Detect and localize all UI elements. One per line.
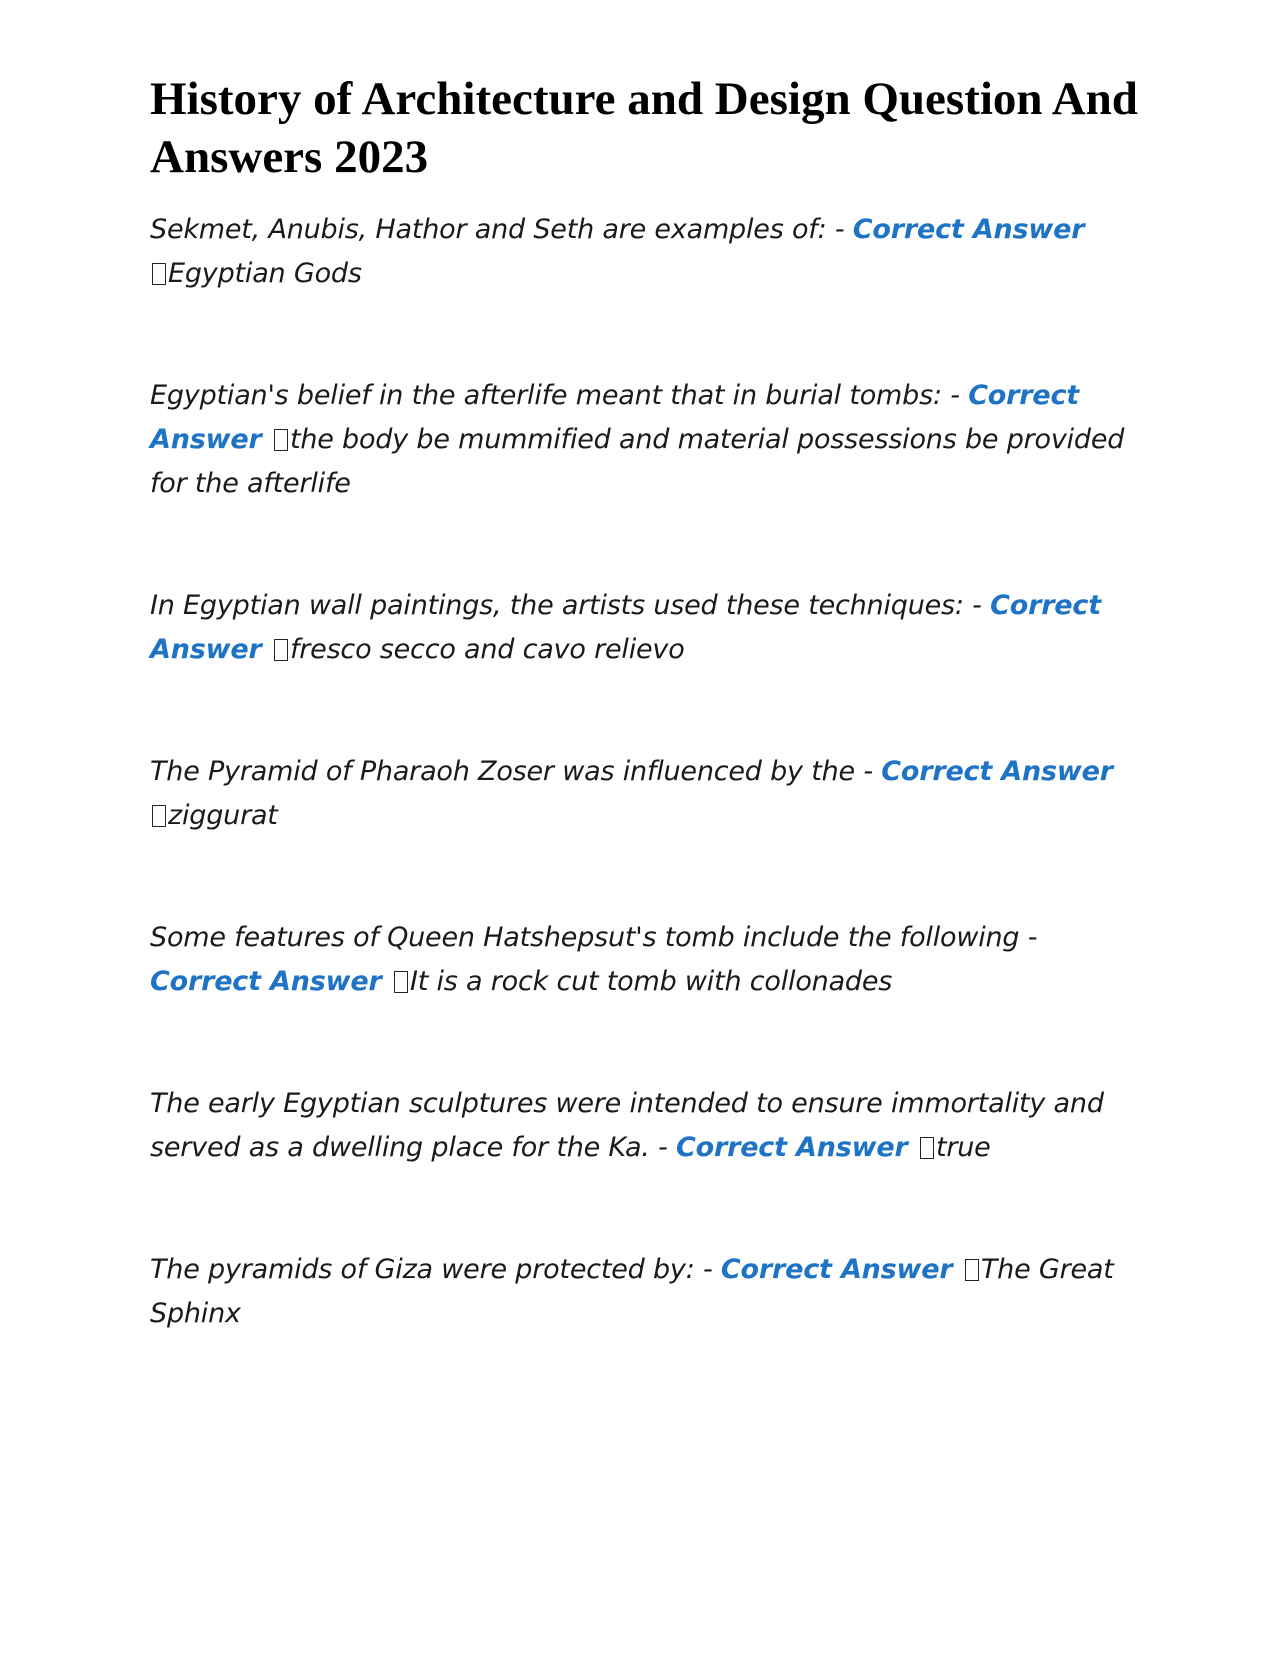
answer-text: The Great Sphinx — [150, 1254, 1114, 1329]
answer-text: Egyptian Gods — [168, 258, 362, 289]
correct-answer-label: Correct Answer — [150, 380, 1080, 455]
qa-item-2 — [150, 374, 1140, 506]
answer-text: It is a rock cut tomb with collonades — [409, 966, 893, 997]
missing-glyph-box-icon — [152, 805, 166, 827]
question-text: The pyramids of Giza were protected by: - — [150, 1254, 721, 1285]
correct-answer-label: Correct Answer — [150, 590, 1101, 665]
correct-answer-label: Correct Answer — [676, 1132, 908, 1163]
question-text: Sekmet, Anubis, Hathor and Seth are examples of: - — [150, 214, 853, 245]
missing-glyph-box-icon — [394, 971, 408, 993]
question-text: The early Egyptian sculptures were intended to ensure immortality and served as a dwelling place for the Ka. - — [150, 1088, 1104, 1163]
answer-text: true — [935, 1132, 991, 1163]
qa-item-5 — [150, 916, 1140, 1004]
question-text: Some features of Queen Hatshepsut's tomb include the following - — [150, 922, 1038, 953]
correct-answer-label: Correct Answer — [720, 1254, 953, 1285]
question-text: The Pyramid of Pharaoh Zoser was influenced by the - — [150, 756, 882, 787]
correct-answer-label: Correct Answer — [881, 756, 1113, 787]
correct-answer-label: Correct Answer — [150, 966, 382, 997]
missing-glyph-box-icon — [274, 429, 288, 451]
qa-item-1 — [150, 208, 1140, 296]
answer-text: fresco secco and cavo relievo — [289, 634, 685, 665]
missing-glyph-box-icon — [965, 1259, 979, 1281]
qa-item-4 — [150, 750, 1140, 838]
correct-answer-label: Correct Answer — [852, 214, 1085, 245]
document-title: History of Architecture and Design Question And Answers 2023 — [150, 73, 1138, 183]
document-page — [150, 70, 1140, 1336]
answer-text: the body be mummified and material possessions be provided for the afterlife — [150, 424, 1125, 499]
question-text: In Egyptian wall paintings, the artists used these techniques: - — [150, 590, 991, 621]
missing-glyph-box-icon — [152, 263, 166, 285]
qa-item-7 — [150, 1248, 1140, 1336]
missing-glyph-box-icon — [274, 639, 288, 661]
missing-glyph-box-icon — [920, 1137, 934, 1159]
answer-text: ziggurat — [168, 800, 278, 831]
qa-item-3 — [150, 584, 1140, 672]
question-text: Egyptian's belief in the afterlife meant that in burial tombs: - — [150, 380, 969, 411]
qa-item-6 — [150, 1082, 1140, 1170]
